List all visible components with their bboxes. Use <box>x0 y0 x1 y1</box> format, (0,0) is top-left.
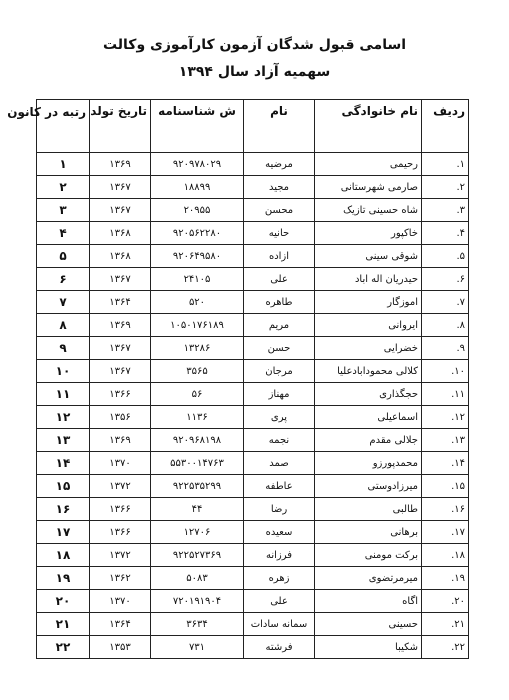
family-name-cell: حیدریان اله اباد <box>315 268 422 291</box>
row-number-cell: ۹. <box>422 337 469 360</box>
table-row <box>37 544 469 567</box>
rank-cell: ۶ <box>37 268 90 291</box>
rank-cell: ۱ <box>37 153 90 176</box>
id-number-cell: ۵۰۸۳ <box>151 567 244 590</box>
document-title: اسامی قبول شدگان آزمون کارآموزی وکالت <box>102 37 407 53</box>
family-name-cell: شوقی سینی <box>315 245 422 268</box>
table-row <box>37 314 469 337</box>
rank-cell: ۳ <box>37 199 90 222</box>
row-number-cell: ۱۸. <box>422 544 469 567</box>
id-number-cell: ۹۲۰۶۴۹۵۸۰ <box>151 245 244 268</box>
row-number-cell: ۱۰. <box>422 360 469 383</box>
rank-cell: ۱۶ <box>37 498 90 521</box>
first-name-cell: علی <box>244 590 315 613</box>
birth-year-cell: ۱۳۶۷ <box>90 268 151 291</box>
birth-year-cell: ۱۳۶۶ <box>90 383 151 406</box>
header-row-number: ردیف <box>422 100 469 153</box>
first-name-cell: صمد <box>244 452 315 475</box>
birth-year-cell: ۱۳۶۹ <box>90 429 151 452</box>
first-name-cell: فرشته <box>244 636 315 659</box>
rank-cell: ۱۳ <box>37 429 90 452</box>
id-number-cell: ۵۶ <box>151 383 244 406</box>
first-name-cell: ازاده <box>244 245 315 268</box>
birth-year-cell: ۱۳۶۴ <box>90 613 151 636</box>
document-subtitle: سهمیه آزاد سال ۱۳۹۴ <box>178 64 331 80</box>
row-number-cell: ۳. <box>422 199 469 222</box>
id-number-cell: ۲۴۱۰۵ <box>151 268 244 291</box>
rank-cell: ۲۱ <box>37 613 90 636</box>
table-body <box>37 153 469 659</box>
id-number-cell: ۹۲۰۵۶۲۲۸۰ <box>151 222 244 245</box>
row-number-cell: ۲۰. <box>422 590 469 613</box>
id-number-cell: ۷۳۱ <box>151 636 244 659</box>
family-name-cell: حسینی <box>315 613 422 636</box>
table-row <box>37 521 469 544</box>
id-number-cell: ۳۶۳۴ <box>151 613 244 636</box>
family-name-cell: میرزادوستی <box>315 475 422 498</box>
row-number-cell: ۸. <box>422 314 469 337</box>
id-number-cell: ۱۲۷۰۶ <box>151 521 244 544</box>
row-number-cell: ۱۹. <box>422 567 469 590</box>
family-name-cell: کلالی محموداباد‌علیا <box>315 360 422 383</box>
id-number-cell: ۴۴ <box>151 498 244 521</box>
birth-year-cell: ۱۳۷۰ <box>90 590 151 613</box>
row-number-cell: ۱۵. <box>422 475 469 498</box>
family-name-cell: رحیمی <box>315 153 422 176</box>
birth-year-cell: ۱۳۶۹ <box>90 314 151 337</box>
row-number-cell: ۲۲. <box>422 636 469 659</box>
first-name-cell: رضا <box>244 498 315 521</box>
family-name-cell: شاه حسینی تازیک <box>315 199 422 222</box>
birth-year-cell: ۱۳۶۷ <box>90 176 151 199</box>
row-number-cell: ۷. <box>422 291 469 314</box>
family-name-cell: حجگذاری <box>315 383 422 406</box>
family-name-cell: برکت مومنی <box>315 544 422 567</box>
id-number-cell: ۵۲۰ <box>151 291 244 314</box>
rank-cell: ۲۲ <box>37 636 90 659</box>
rank-cell: ۲۰ <box>37 590 90 613</box>
family-name-cell: میرمرتضوی <box>315 567 422 590</box>
row-number-cell: ۱۳. <box>422 429 469 452</box>
row-number-cell: ۲۱. <box>422 613 469 636</box>
id-number-cell: ۱۳۲۸۶ <box>151 337 244 360</box>
family-name-cell: خاکپور <box>315 222 422 245</box>
id-number-cell: ۱۸۸۹۹ <box>151 176 244 199</box>
table-row <box>37 337 469 360</box>
row-number-cell: ۱۷. <box>422 521 469 544</box>
table-row <box>37 153 469 176</box>
table-row <box>37 429 469 452</box>
row-number-cell: ۲. <box>422 176 469 199</box>
id-number-cell: ۹۲۰۹۶۸۱۹۸ <box>151 429 244 452</box>
birth-year-cell: ۱۳۶۷ <box>90 337 151 360</box>
table-row <box>37 567 469 590</box>
first-name-cell: علی <box>244 268 315 291</box>
first-name-cell: مریم <box>244 314 315 337</box>
table-row <box>37 590 469 613</box>
id-number-cell: ۱۱۳۶ <box>151 406 244 429</box>
rank-cell: ۷ <box>37 291 90 314</box>
family-name-cell: صارمی شهرستانی <box>315 176 422 199</box>
results-table <box>7 99 469 659</box>
family-name-cell: اسماعیلی <box>315 406 422 429</box>
rank-cell: ۱۹ <box>37 567 90 590</box>
birth-year-cell: ۱۳۶۴ <box>90 291 151 314</box>
first-name-cell: نجمه <box>244 429 315 452</box>
birth-year-cell: ۱۳۶۲ <box>90 567 151 590</box>
header-rank: رتبه در کانون <box>37 100 90 153</box>
family-name-cell: ایروانی <box>315 314 422 337</box>
table-row <box>37 498 469 521</box>
birth-year-cell: ۱۳۷۲ <box>90 475 151 498</box>
birth-year-cell: ۱۳۶۶ <box>90 521 151 544</box>
row-number-cell: ۱۶. <box>422 498 469 521</box>
header-first-name: نام <box>244 100 315 153</box>
table-row <box>37 475 469 498</box>
header-id-number: ش شناسنامه <box>151 100 244 153</box>
rank-cell: ۱۸ <box>37 544 90 567</box>
id-number-cell: ۹۲۰۹۷۸۰۲۹ <box>151 153 244 176</box>
first-name-cell: مهناز <box>244 383 315 406</box>
birth-year-cell: ۱۳۶۶ <box>90 498 151 521</box>
rank-cell: ۱۰ <box>37 360 90 383</box>
rank-cell: ۱۷ <box>37 521 90 544</box>
table-row <box>37 406 469 429</box>
rank-cell: ۱۱ <box>37 383 90 406</box>
rank-cell: ۸ <box>37 314 90 337</box>
birth-year-cell: ۱۳۷۲ <box>90 544 151 567</box>
family-name-cell: اموزگار <box>315 291 422 314</box>
table-row <box>37 199 469 222</box>
rank-cell: ۹ <box>37 337 90 360</box>
rank-cell: ۱۴ <box>37 452 90 475</box>
first-name-cell: پری <box>244 406 315 429</box>
rank-cell: ۱۵ <box>37 475 90 498</box>
row-number-cell: ۶. <box>422 268 469 291</box>
id-number-cell: ۷۲۰۱۹۱۹۰۴ <box>151 590 244 613</box>
first-name-cell: سمانه سادات <box>244 613 315 636</box>
family-name-cell: محمدپورزو <box>315 452 422 475</box>
id-number-cell: ۱۰۵۰۱۷۶۱۸۹ <box>151 314 244 337</box>
first-name-cell: حانیه <box>244 222 315 245</box>
rank-cell: ۵ <box>37 245 90 268</box>
row-number-cell: ۱۴. <box>422 452 469 475</box>
id-number-cell: ۳۵۶۵ <box>151 360 244 383</box>
first-name-cell: حسن <box>244 337 315 360</box>
rank-cell: ۲ <box>37 176 90 199</box>
first-name-cell: زهره <box>244 567 315 590</box>
id-number-cell: ۹۲۲۵۳۵۲۹۹ <box>151 475 244 498</box>
first-name-cell: محسن <box>244 199 315 222</box>
row-number-cell: ۱۱. <box>422 383 469 406</box>
birth-year-cell: ۱۳۷۰ <box>90 452 151 475</box>
id-number-cell: ۲۰۹۵۵ <box>151 199 244 222</box>
birth-year-cell: ۱۳۶۷ <box>90 199 151 222</box>
family-name-cell: شکیبا <box>315 636 422 659</box>
birth-year-cell: ۱۳۵۳ <box>90 636 151 659</box>
first-name-cell: سعیده <box>244 521 315 544</box>
family-name-cell: برهانی <box>315 521 422 544</box>
table-row <box>37 383 469 406</box>
rank-cell: ۴ <box>37 222 90 245</box>
table-row <box>37 636 469 659</box>
header-row <box>37 100 469 153</box>
header-birth-year: تاریخ تولد <box>90 100 151 153</box>
birth-year-cell: ۱۳۶۸ <box>90 222 151 245</box>
table-row <box>37 452 469 475</box>
header-family-name: نام خانوادگی <box>315 100 422 153</box>
birth-year-cell: ۱۳۶۸ <box>90 245 151 268</box>
id-number-cell: ۹۲۲۵۲۷۳۶۹ <box>151 544 244 567</box>
table-row <box>37 291 469 314</box>
row-number-cell: ۱. <box>422 153 469 176</box>
family-name-cell: خضرایی <box>315 337 422 360</box>
first-name-cell: طاهره <box>244 291 315 314</box>
first-name-cell: فرزانه <box>244 544 315 567</box>
family-name-cell: طالبی <box>315 498 422 521</box>
first-name-cell: مرضیه <box>244 153 315 176</box>
birth-year-cell: ۱۳۵۶ <box>90 406 151 429</box>
row-number-cell: ۱۲. <box>422 406 469 429</box>
table-row <box>37 613 469 636</box>
family-name-cell: جلالی مقدم <box>315 429 422 452</box>
table-row <box>37 360 469 383</box>
row-number-cell: ۵. <box>422 245 469 268</box>
birth-year-cell: ۱۳۶۹ <box>90 153 151 176</box>
first-name-cell: عاطفه <box>244 475 315 498</box>
rank-cell: ۱۲ <box>37 406 90 429</box>
table-row <box>37 268 469 291</box>
birth-year-cell: ۱۳۶۷ <box>90 360 151 383</box>
table-row <box>37 222 469 245</box>
table-row <box>37 176 469 199</box>
first-name-cell: مجید <box>244 176 315 199</box>
first-name-cell: مرجان <box>244 360 315 383</box>
table-row <box>37 245 469 268</box>
family-name-cell: اگاه <box>315 590 422 613</box>
id-number-cell: ۵۵۳۰۰۱۴۷۶۳ <box>151 452 244 475</box>
row-number-cell: ۴. <box>422 222 469 245</box>
